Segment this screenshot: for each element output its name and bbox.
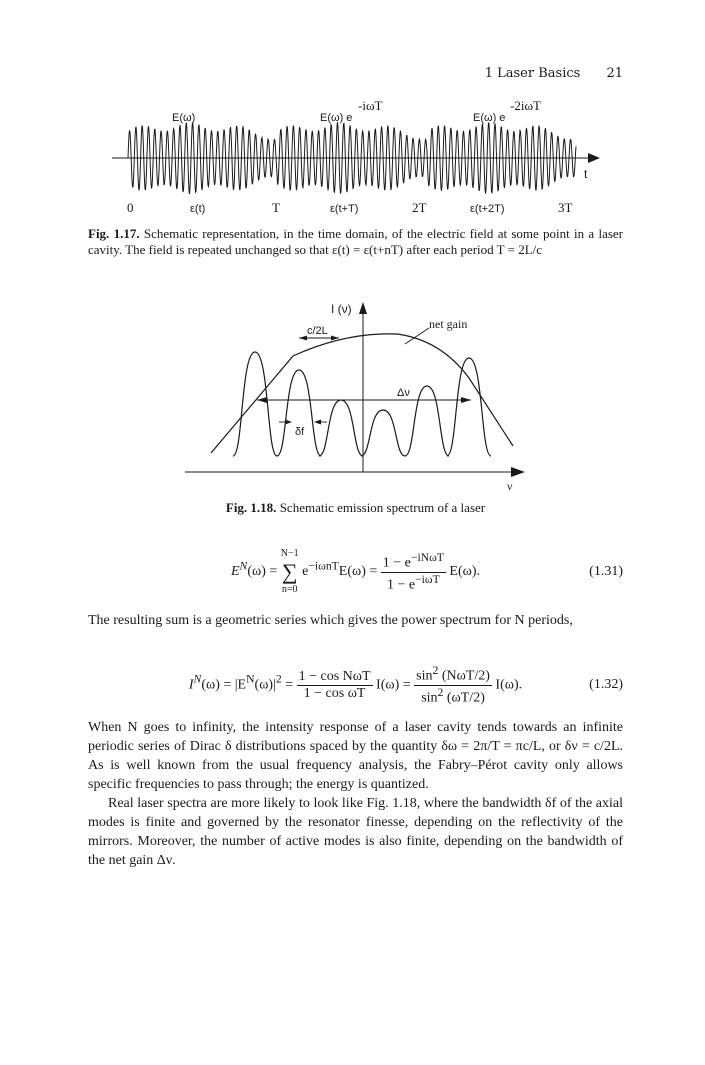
eq-text: (ωT/2) — [443, 690, 485, 706]
numerator: 1 − cos NωT — [298, 668, 371, 684]
spacing-arrowhead-left — [299, 336, 307, 341]
fraction — [381, 551, 446, 593]
numerator — [414, 664, 492, 686]
intensity-axis-arrow — [359, 302, 367, 314]
sum-lower: n=0 — [281, 584, 298, 595]
paragraph-1: The resulting sum is a geometric series which gives the power spectrum for N periods, — [88, 613, 573, 628]
caption-label: Fig. 1.18. — [225, 500, 277, 515]
figure-1-17 — [100, 92, 605, 220]
eq-sup: N — [239, 559, 248, 573]
eq-text: I(ω) = — [376, 677, 411, 693]
linewidth-arrowhead-left — [285, 420, 292, 425]
gain-label: net gain — [429, 317, 468, 331]
eps-label-1: ε(t+T) — [330, 203, 359, 215]
eq-text: sin — [421, 690, 438, 706]
equation-number: (1.31) — [589, 564, 623, 579]
intensity-axis-label: I (ν) — [331, 302, 352, 316]
field-label-2: E(ω) e — [473, 112, 506, 124]
equation-number: (1.32) — [589, 677, 623, 692]
sum-upper: N−1 — [280, 548, 299, 559]
bandwidth-arrowhead-left — [257, 397, 267, 403]
eq-text: 1 − e — [386, 577, 416, 593]
figure-1-18-caption — [88, 500, 623, 516]
eq-sup: 2 — [275, 672, 282, 686]
eq-text: 1 − e — [382, 555, 411, 571]
eq-text: E(ω). — [449, 564, 481, 580]
field-exp-2: -2iωT — [510, 98, 541, 113]
numerator — [381, 551, 446, 573]
sum-operator — [281, 548, 299, 596]
spacing-label: c/2L — [307, 325, 328, 337]
equation-body — [88, 548, 623, 596]
eq-text: (ω) = |E — [201, 677, 247, 693]
eq-symbol: E — [230, 564, 240, 580]
eq-text: e — [302, 564, 309, 580]
mode-peaks — [233, 352, 491, 456]
tick-3: 3T — [558, 200, 573, 215]
eq-text: E(ω) = — [338, 564, 378, 580]
caption-text: Schematic emission spectrum of a laser — [279, 500, 486, 515]
paragraph-2: When N goes to infinity, the intensity response of a laser cavity tends towards an infinite periodic series of Dirac δ distributions spaced by the quantity δω = 2π/T = πc/L, or δν = c/2L. As is well known from the usual frequency analysis, the Fabry–Pérot cavity only allows specific frequencies to pass through; the energy is quantized. — [88, 720, 623, 792]
eq-text: (ω) = — [247, 564, 278, 580]
eq-text: (NωT/2) — [438, 668, 490, 684]
fraction — [414, 664, 492, 706]
figure-1-17-caption — [88, 226, 623, 258]
page-number: 21 — [606, 66, 623, 81]
eq-text: = — [281, 677, 294, 693]
bandwidth-label: Δν — [397, 387, 410, 399]
eq-sup: −iωnT — [308, 559, 339, 573]
eq-sup: −iNωT — [410, 550, 444, 564]
sum-symbol: ∑ — [281, 559, 298, 584]
denominator — [381, 573, 446, 594]
tick-0: 0 — [127, 200, 134, 215]
linewidth-label: δf — [295, 426, 305, 438]
equation-1-32 — [88, 660, 623, 710]
eq-sup: 2 — [432, 664, 439, 677]
eq-text: (ω)| — [254, 677, 276, 693]
frequency-axis-label: ν — [507, 479, 513, 493]
time-axis-label: t — [584, 167, 588, 181]
eq-text: sin — [416, 668, 433, 684]
denominator — [414, 686, 492, 707]
fraction — [297, 669, 373, 702]
eq-sup: −iωT — [415, 572, 440, 586]
bandwidth-arrowhead-right — [461, 397, 471, 403]
eps-label-0: ε(t) — [190, 203, 206, 215]
running-head — [485, 66, 623, 81]
caption-text: Schematic representation, in the time domain, of the electric field at some point in a laser cavity. The field is repeated unchanged so that ε(t) = ε(t+nT) after each period T = 2L/c — [88, 226, 624, 257]
eq-symbol: I — [188, 677, 194, 693]
eq-sup: 2 — [437, 685, 444, 699]
tick-2: 2T — [412, 200, 427, 215]
time-axis-arrow — [588, 153, 600, 163]
eq-sup: N — [246, 672, 255, 686]
field-exp-1: -iωT — [358, 98, 383, 113]
equation-1-31 — [88, 548, 623, 600]
linewidth-arrowhead-right — [314, 420, 321, 425]
paragraph-3: Real laser spectra are more likely to look like Fig. 1.18, where the bandwidth δf of the axial modes is finite and governed by the resonator finesse, depending on the reflectivity of the mirrors. Moreover, the number of active modes is also finite, depending on the bandwidth of the net gain Δν. — [88, 796, 623, 868]
caption-label: Fig. 1.17. — [88, 226, 140, 241]
equation-body — [88, 664, 623, 706]
field-label-0: E(ω) — [172, 112, 196, 124]
eq-text: I(ω). — [495, 677, 523, 693]
eq-sup: N — [193, 672, 202, 686]
eps-label-2: ε(t+2T) — [470, 203, 505, 215]
field-label-1: E(ω) e — [320, 112, 353, 124]
frequency-axis-arrow — [511, 467, 525, 477]
running-head-title: 1 Laser Basics — [484, 66, 581, 81]
figure-1-18 — [175, 296, 530, 494]
tick-1: T — [272, 200, 280, 215]
denominator: 1 − cos ωT — [303, 685, 366, 701]
